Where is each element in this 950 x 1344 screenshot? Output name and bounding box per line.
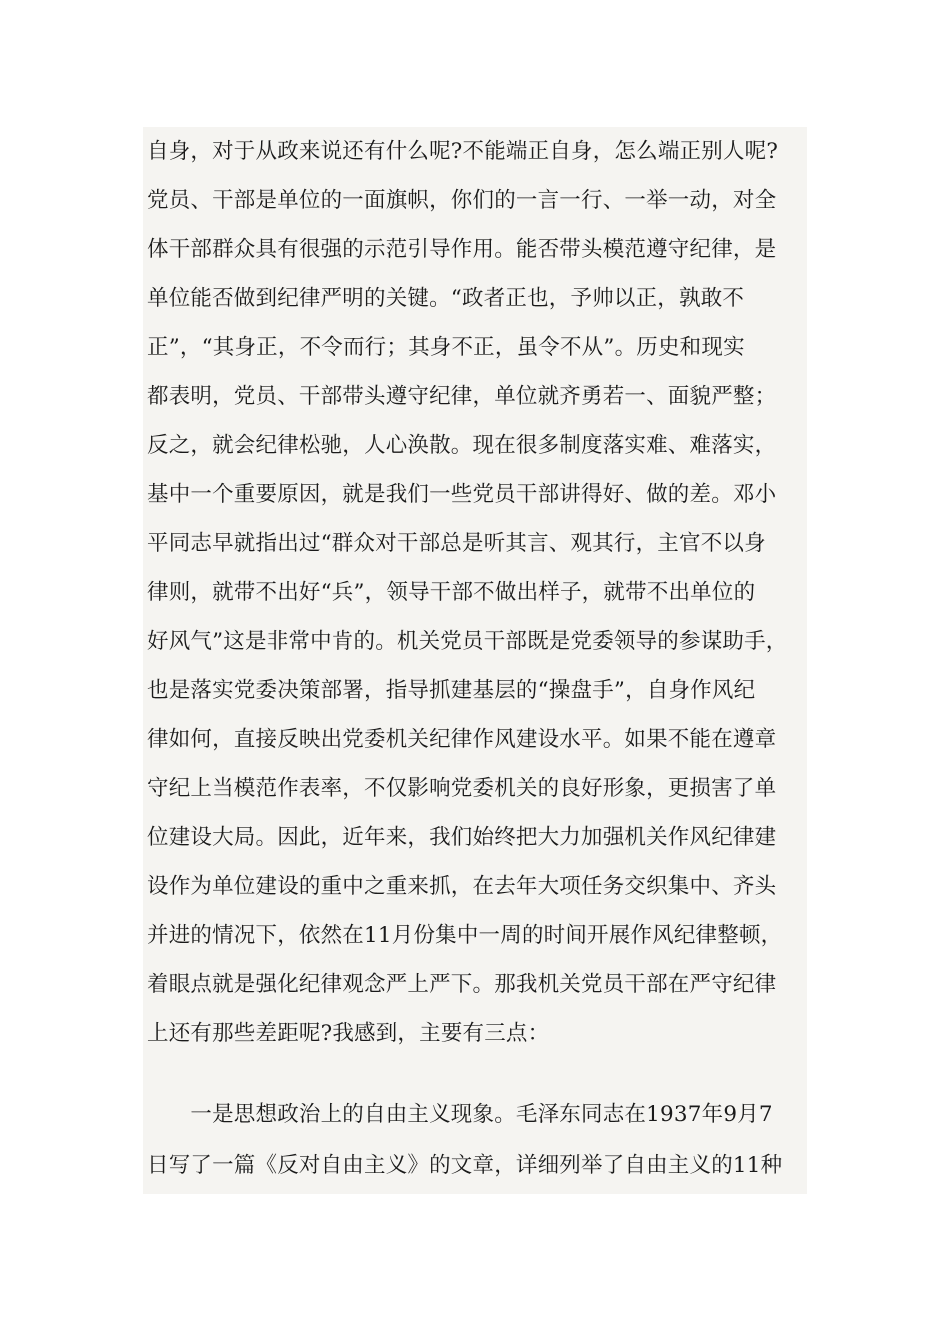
paragraph-1-line-2: 党员、干部是单位的一面旗帜，你们的一言一行、一举一动，对全 [147,188,777,213]
paragraph-1-line-3: 体干部群众具有很强的示范引导作用。能否带头模范遵守纪律，是 [147,237,777,262]
paragraph-2-line-2: 日写了一篇《反对自由主义》的文章，详细列举了自由主义的11种 [147,1153,783,1178]
paragraph-1-line-11: 好风气”这是非常中肯的。机关党员干部既是党委领导的参谋助手， [147,629,788,654]
paragraph-1-line-12: 也是落实党委决策部署，指导抓建基层的“操盘手”，自身作风纪 [147,678,756,703]
paragraph-1-line-4: 单位能否做到纪律严明的关键。“政者正也，予帅以正，孰敢不 [147,286,745,311]
paragraph-1-line-5: 正”，“其身正，不令而行；其身不正，虽令不从”。历史和现实 [147,335,745,360]
paragraph-1-line-16: 设作为单位建设的重中之重来抓，在去年大项任务交织集中、齐头 [147,874,777,899]
paragraph-1-line-7: 反之，就会纪律松驰，人心涣散。现在很多制度落实难、难落实， [147,433,777,458]
paragraph-1-line-10: 律则，就带不出好“兵”，领导干部不做出样子，就带不出单位的 [147,580,756,605]
paragraph-1-line-19: 上还有那些差距呢?我感到，主要有三点： [147,1021,550,1046]
paragraph-1-line-13: 律如何，直接反映出党委机关纪律作风建设水平。如果不能在遵章 [147,727,777,752]
paragraph-1-line-6: 都表明，党员、干部带头遵守纪律，单位就齐勇若一、面貌严整； [147,384,777,409]
paragraph-1-line-1: 自身，对于从政来说还有什么呢?不能端正自身，怎么端正别人呢? [147,139,779,164]
paragraph-2-line-1: 一是思想政治上的自由主义现象。毛泽东同志在1937年9月7 [147,1102,773,1127]
paragraph-1-line-17: 并进的情况下，依然在11月份集中一周的时间开展作风纪律整顿， [147,923,783,948]
paragraph-1-line-9: 平同志早就指出过“群众对干部总是听其言、观其行，主官不以身 [147,531,766,556]
text-block [143,127,807,1194]
paragraph-1-line-14: 守纪上当模范作表率，不仅影响党委机关的良好形象，更损害了单 [147,776,777,801]
paragraph-1-line-8: 基中一个重要原因，就是我们一些党员干部讲得好、做的差。邓小 [147,482,777,507]
paragraph-1-line-18: 着眼点就是强化纪律观念严上严下。那我机关党员干部在严守纪律 [147,972,777,997]
paragraph-1-line-15: 位建设大局。因此，近年来，我们始终把大力加强机关作风纪律建 [147,825,777,850]
